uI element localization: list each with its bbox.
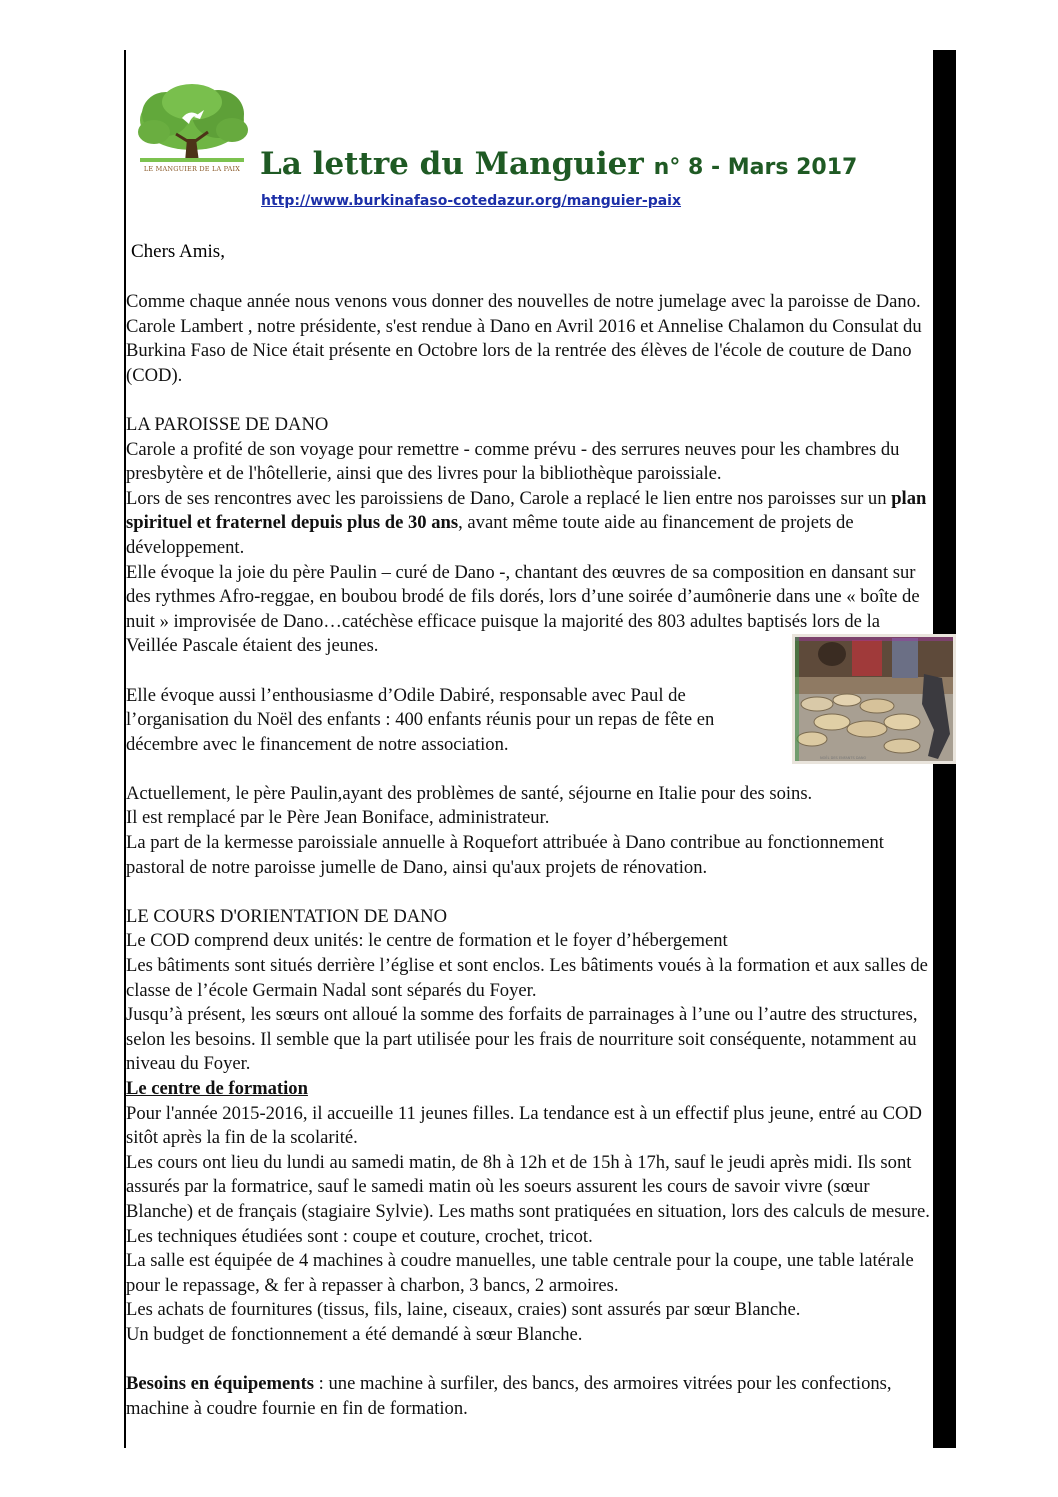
cod-paragraph-3: Jusqu’à présent, les sœurs ont alloué la somme des forfaits de parrainages à l’une ou l’autre des structures, selon les besoins. Il semble que la part utilisée pour les frais de nourriture soit conséquente, notamment au niveau du Foyer. — [126, 1004, 918, 1075]
newsletter-body — [126, 290, 934, 1421]
centre-paragraph-2: Les cours ont lieu du lundi au samedi matin, de 8h à 12h et de 15h à 17h, sauf le jeudi après midi. Ils sont assurés par la formatrice, sauf le samedi matin où les soeurs assurent les cours de savoir vivre (sœur Blanche) et de français (stagiaire Sylvie). Les maths sont pratiquées en situation, lors des calculs de mesure. — [126, 1151, 930, 1222]
section-heading-cod: LE COURS D'ORIENTATION DE DANO — [126, 905, 448, 927]
logo-caption: LE MANGUIER DE LA PAIX — [143, 165, 241, 173]
food-dishes-photo — [792, 634, 956, 764]
subheading-centre: Le centre de formation — [126, 1078, 308, 1099]
greeting: Chers Amis, — [131, 241, 225, 262]
centre-paragraph-4: La salle est équipée de 4 machines à coudre manuelles, une table centrale pour la coupe, une table latérale pour le repassage, & fer à repasser à charbon, 3 bancs, 2 armoires. — [126, 1250, 914, 1296]
paroisse-paragraph-3: Elle évoque la joie du père Paulin – curé de Dano -, chantant des œuvres de sa composition en dansant sur des rythmes Afro-reggae, en boubou brodé de fils dorés, lors d’une soirée d’aumônerie dans une « boîte de nuit » improvisée de Dano…catéchèse efficace puisque la majorité des 803 adultes baptisés lors de la Veillée Pascale étaient des jeunes. — [126, 561, 920, 657]
paroisse-paragraph-2: Lors de ses rencontres avec les paroissiens de Dano, Carole a replacé le lien entre nos paroisses sur un plan spirituel et fraternel depuis plus de 30 ans, avant même toute aide au financement de projets de développement. — [126, 487, 927, 558]
cod-paragraph-1: Le COD comprend deux unités: le centre de formation et le foyer d’hébergement — [126, 930, 728, 952]
centre-paragraph-3: Les techniques étudiées sont : coupe et couture, crochet, tricot. — [126, 1225, 593, 1247]
bold-highlight: plan spirituel et fraternel depuis plus de 30 ans — [126, 487, 927, 534]
centre-paragraph-1: Pour l'année 2015-2016, il accueille 11 jeunes filles. La tendance est à un effectif plus jeune, entré au COD sitôt après la fin de la scolarité. — [126, 1102, 922, 1149]
besoins-label: Besoins en équipements — [126, 1373, 315, 1395]
newsletter-title — [260, 146, 857, 182]
intro-paragraph: Comme chaque année nous venons vous donner des nouvelles de notre jumelage avec la paroisse de Dano. Carole Lambert , notre présidente, s'est rendue à Dano en Avril 2016 et Annelise Chalamon du Consulat du Burkina Faso de Nice était présente en Octobre lors de la rentrée des élèves de l'école de couture de Dano (COD). — [126, 291, 922, 386]
paroisse-paragraph-4: Elle évoque aussi l’enthousiasme d’Odile Dabiré, responsable avec Paul de l’organisation du Noël des enfants : 400 enfants réunis pour un repas de fête en décembre avec le financement de notre association. — [126, 684, 715, 755]
besoins-paragraph: Besoins en équipements : une machine à surfiler, des bancs, des armoires vitrées pour les confections, machine à coudre fournie en fin de formation. — [126, 1373, 892, 1419]
website-link[interactable]: http://www.burkinafaso-cotedazur.org/manguier-paix — [261, 193, 682, 209]
paroisse-paragraph-6: Il est remplacé par le Père Jean Boniface, administrateur. — [126, 807, 550, 829]
section-heading-paroisse: LA PAROISSE DE DANO — [126, 413, 329, 435]
paroisse-paragraph-1: Carole a profité de son voyage pour remettre - comme prévu - des serrures neuves pour les chambres du presbytère et de l'hôtellerie, ainsi que des livres pour la bibliothèque paroissiale. — [126, 438, 900, 485]
photo-credit: NOËL DES ENFANTS DANO — [820, 756, 867, 760]
issue-number: n° 8 - Mars 2017 — [653, 155, 858, 180]
centre-paragraph-5: Les achats de fournitures (tissus, fils, laine, ciseaux, craies) sont assurés par sœur Blanche. — [126, 1299, 801, 1321]
title-main: La lettre du Manguier — [260, 146, 644, 182]
paroisse-paragraph-7: La part de la kermesse paroissiale annuelle à Roquefort attribuée à Dano contribue au fonctionnement pastoral de notre paroisse jumelle de Dano, ainsi qu'aux projets de rénovation. — [126, 832, 884, 878]
centre-paragraph-6: Un budget de fonctionnement a été demandé à sœur Blanche. — [126, 1323, 583, 1345]
cod-paragraph-2: Les bâtiments sont situés derrière l’église et sont enclos. Les bâtiments voués à la formation et aux salles de classe de l’école Germain Nadal sont séparés du Foyer. — [126, 955, 928, 1001]
paroisse-paragraph-5: Actuellement, le père Paulin,ayant des problèmes de santé, séjourne en Italie pour des soins. — [126, 782, 813, 804]
